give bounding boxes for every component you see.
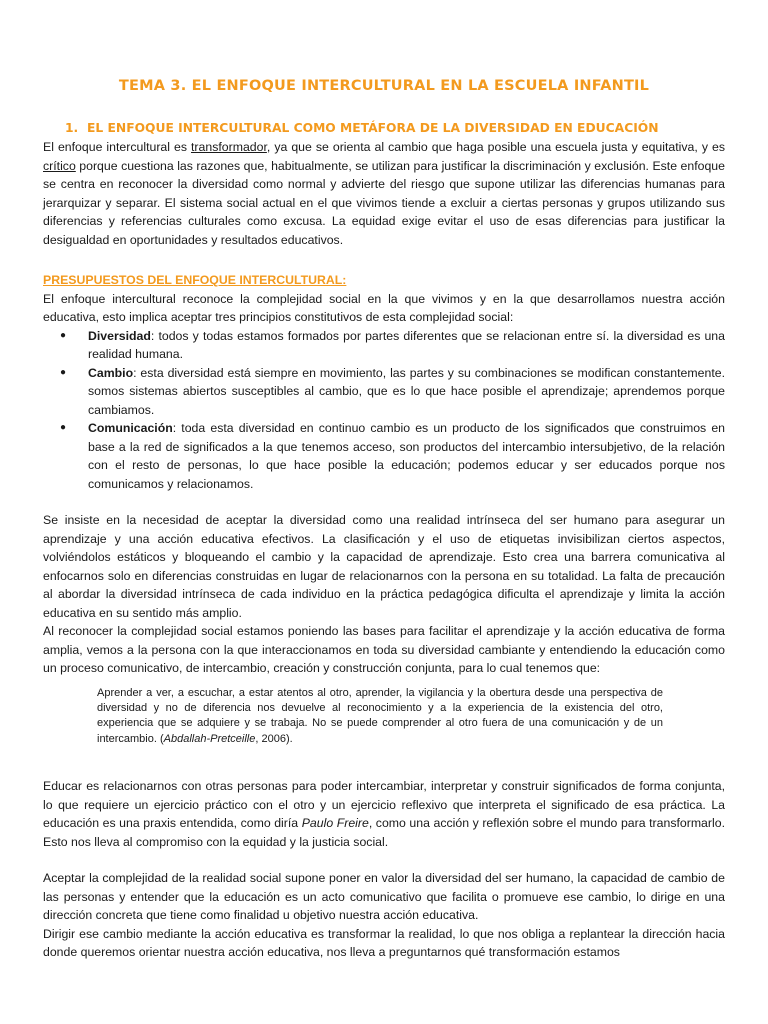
term: Cambio — [88, 365, 134, 380]
paragraph — [43, 777, 725, 851]
term: Diversidad — [88, 328, 151, 343]
text-span: Educar es relacionarnos con otras personas para poder intercambiar, interpretar y construir significados de forma conjunta, lo que requiere un ejercicio práctico con el otro y un ejercicio reflexivo que interpreta el significado de esa práctica. La educación es una praxis entendida, como diría — [43, 779, 725, 831]
cited-author: Paulo Freire — [301, 816, 369, 831]
term-separator: : — [172, 421, 177, 435]
section-heading-text: EL ENFOQUE INTERCULTURAL COMO METÁFORA DE LA DIVERSIDAD EN EDUCACIÓN — [87, 121, 659, 135]
text-span: , como una acción y reflexión sobre el mundo para transformarlo. Esto nos lleva al compromiso con la equidad y la justicia social. — [43, 816, 725, 849]
item-text: todos y todas estamos formados por partes diferentes que se relacionan entre sí. la diversidad es una realidad humana. — [88, 328, 725, 361]
underlined-term: crítico — [43, 158, 76, 173]
section-1-heading — [65, 120, 725, 137]
bullet-icon: ● — [60, 366, 67, 378]
quote-text: , 2006). — [255, 732, 293, 745]
item-text: esta diversidad está siempre en movimiento, las partes y su combinaciones se modifican constantemente. somos sistemas abiertos susceptibles al cambio, que es lo que hace posible el aprendizaje; aprendemos porque cambiamos. — [88, 365, 725, 417]
term-separator: : — [150, 328, 155, 343]
intro-paragraph — [43, 138, 725, 249]
paragraph: Aceptar la complejidad de la realidad social supone poner en valor la diversidad del ser humano, la capacidad de cambio de las personas y entender que la educación es un acto comunicativo que facilita o promueve ese cambio, lo dirige en una dirección concreta que tiene como finalidad u objetivo nuestra acción educativa. — [43, 871, 725, 923]
presupuestos-heading: PRESUPUESTOS DEL ENFOQUE INTERCULTURAL: — [43, 273, 347, 287]
paragraph: Dirigir ese cambio mediante la acción educativa es transformar la realidad, lo que nos obliga a replantear la dirección hacia donde queremos orientar nuestra acción educativa, nos lleva a preguntarnos qué transformación estamos — [43, 926, 725, 960]
term-separator: : — [133, 365, 137, 380]
paragraph: Se insiste en la necesidad de aceptar la diversidad como una realidad intrínseca del ser humano para asegurar un aprendizaje y una acción educativa efectivos. La clasificación y el uso de etiquetas invisibilizan ciertos aspectos, volviéndolos estáticos y bloqueando el cambio y la capacidad de aprendizaje. Esto crea una barrera comunicativa al enfocarnos solo en diferencias construidas en lugar de relacionarnos con la persona en su totalidad. La falta de precaución al abordar la diversidad intrínseca de cada individuo en la práctica pedagógica dificulta el aprendizaje y limita la acción educativa en su sentido más amplio. — [43, 513, 725, 620]
presupuestos-intro: El enfoque intercultural reconoce la complejidad social en la que vivimos y en la que desarrollamos nuestra acción educativa, esto implica aceptar tres principios constitutivos de esta complejidad social: — [43, 291, 725, 324]
text-span: , ya que se orienta al cambio que haga posible una escuela justa y equitativa, y es — [266, 140, 725, 154]
paragraph: Al reconocer la complejidad social estamos poniendo las bases para facilitar el aprendizaje y la acción educativa de forma amplia, vemos a la persona con la que interaccionamos en toda su diversidad cambiante y entendiendo la educación como un proceso comunicativo, de intercambio, creación y construcción conjunta, para lo cual tenemos que: — [43, 624, 725, 675]
list-item — [43, 327, 725, 364]
term: Comunicación — [88, 421, 173, 435]
underlined-term: transformador — [191, 140, 267, 154]
quote-text: Aprender a ver, a escuchar, a estar atentos al otro, aprender, la vigilancia y la obertura desde una perspectiva de diversidad y no de diferencia nos devuelve al reconocimiento y a la experiencia de la existencia del otro, experiencia que se adquiere y se trabaja. No se puede comprender al otro fuera de una comunicación y de un intercambio. ( — [97, 686, 663, 745]
block-quote — [97, 686, 663, 748]
page-title: TEMA 3. EL ENFOQUE INTERCULTURAL EN LA ESCUELA INFANTIL — [118, 78, 650, 94]
bullet-icon: ● — [60, 329, 67, 341]
bullet-icon: ● — [60, 422, 67, 433]
text-span: porque cuestiona las razones que, habitualmente, se utilizan para justificar la discriminación y exclusión. Este enfoque se centra en reconocer la diversidad como normal y advierte del riesgo que supone utilizar las diferencias humanas para jerarquizar y separar. El sistema social actual en el que vivimos tiende a excluir a ciertas personas y grupos utilizando sus diferencias y referencias culturales como excusa. La equidad exige evitar el uso de esas diferencias para justificar la desigualdad en oportunidades y resultados educativos. — [43, 158, 725, 247]
principles-list — [43, 327, 725, 494]
list-item — [43, 364, 725, 420]
list-item — [43, 419, 725, 493]
document-body — [43, 120, 725, 962]
section-number: 1. — [65, 121, 79, 135]
quote-author: Abdallah-Pretceille — [163, 732, 256, 745]
text-span: El enfoque intercultural es — [43, 140, 192, 154]
item-text: toda esta diversidad en continuo cambio es un producto de los significados que construimos en base a la red de significados a la que tenemos acceso, son productos del intercambio intersubjetivo, de la relación con el resto de personas, lo que hace posible la educación; podemos educar y ser educados porque nos comunicamos y relacionamos. — [88, 421, 725, 491]
